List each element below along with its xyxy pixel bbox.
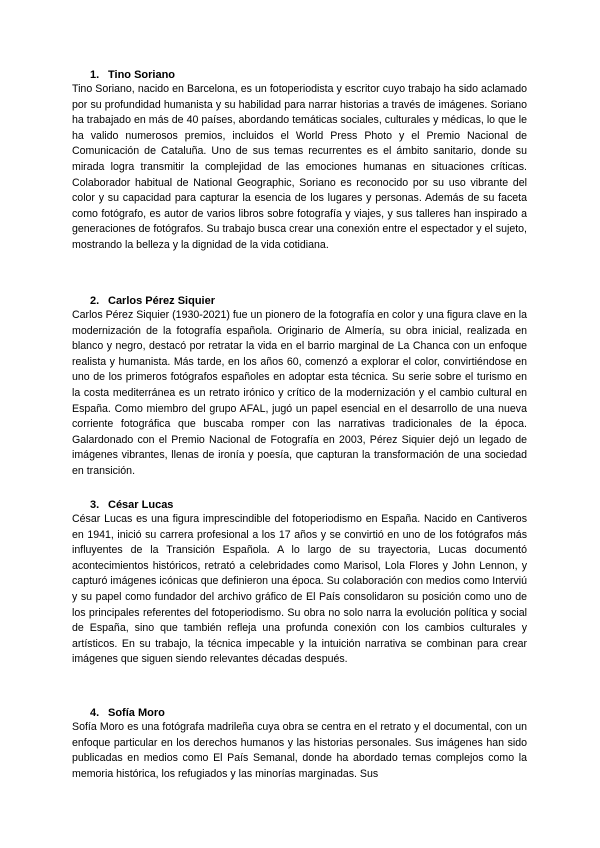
section-title: César Lucas [108, 499, 174, 511]
section-number: 1. [90, 69, 100, 81]
section-number: 4. [90, 707, 100, 719]
section-sofia-moro [72, 706, 527, 782]
section-number: 2. [90, 295, 100, 307]
section-tino-soriano [72, 68, 527, 254]
section-paragraph: Tino Soriano, nacido en Barcelona, es un fotoperiodista y escritor cuyo trabajo ha sido aclamado por su profundidad humanista y su habilidad para narrar historias a través de imágenes. Soriano ha trabajado en más de 40 países, abordando temáticas sociales, culturales y médicas, lo que le ha valido numerosos premios, incluidos el World Press Photo y el Premio Nacional de Comunicación de Cataluña. Uno de sus temas recurrentes es el ámbito sanitario, donde su mirada logra transmitir la complejidad de las emociones humanas en situaciones críticas. Colaborador habitual de National Geographic, Soriano es reconocido por su uso vibrante del color y su capacidad para capturar la esencia de los lugares y personas. Además de su faceta como fotógrafo, es autor de varios libros sobre fotografía y viajes, y sus talleres han inspirado a generaciones de fotógrafos. Su trabajo busca crear una conexión entre el espectador y el sujeto, mostrando la belleza y la dignidad de la vida cotidiana. [72, 83, 527, 251]
section-carlos-perez-siquier [72, 294, 527, 480]
section-paragraph: Sofía Moro es una fotógrafa madrileña cuya obra se centra en el retrato y el documental, con un enfoque particular en los derechos humanos y las historias personales. Sus imágenes han sido publicadas en medios como El País Semanal, donde ha abordado temas complejos como la memoria histórica, los refugiados y las minorías marginadas. Sus [72, 721, 527, 780]
section-title: Carlos Pérez Siquier [108, 295, 215, 307]
section-heading [72, 498, 527, 512]
section-cesar-lucas [72, 498, 527, 668]
section-title: Sofía Moro [108, 707, 165, 719]
section-paragraph: César Lucas es una figura imprescindible del fotoperiodismo en España. Nacido en Cantiveros en 1941, inició su carrera profesional a los 17 años y se convirtió en uno de los fotógrafos más influyentes de la Transición Española. A lo largo de su trayectoria, Lucas documentó acontecimientos históricos, retrató a celebridades como Marisol, Lola Flores y John Lennon, y capturó imágenes icónicas que definieron una época. Su colaboración con medios como Interviú y su papel como fundador del archivo gráfico de El País consolidaron su posición como uno de los principales referentes del fotoperiodismo. Su obra no solo narra la evolución política y social de España, sino que también refleja una profunda conexión con los cambios culturales y artísticos. En su trabajo, la técnica impecable y la intuición narrativa se combinan para crear imágenes que siguen siendo relevantes décadas después. [72, 513, 527, 666]
section-title: Tino Soriano [108, 69, 176, 81]
section-paragraph: Carlos Pérez Siquier (1930-2021) fue un pionero de la fotografía en color y una figura clave en la modernización de la fotografía española. Originario de Almería, su obra inicial, realizada en blanco y negro, destacó por retratar la vida en el barrio marginal de La Chanca con un enfoque realista y humanista. Más tarde, en los años 60, comenzó a explorar el color, convirtiéndose en uno de los primeros fotógrafos españoles en adoptar esta técnica. Su serie sobre el turismo en la costa mediterránea es un retrato irónico y crítico de la modernización y el cambio cultural en España. Como miembro del grupo AFAL, jugó un papel esencial en el desarrollo de una nueva corriente fotográfica que buscaba romper con las narrativas tradicionales de la época. Galardonado con el Premio Nacional de Fotografía en 2003, Pérez Siquier dejó un legado de imágenes vibrantes, llenas de ironía y poesía, que capturan la transformación de una sociedad en transición. [72, 309, 527, 477]
section-number: 3. [90, 499, 100, 511]
section-heading [72, 294, 527, 308]
section-heading [72, 68, 527, 82]
section-heading [72, 706, 527, 720]
